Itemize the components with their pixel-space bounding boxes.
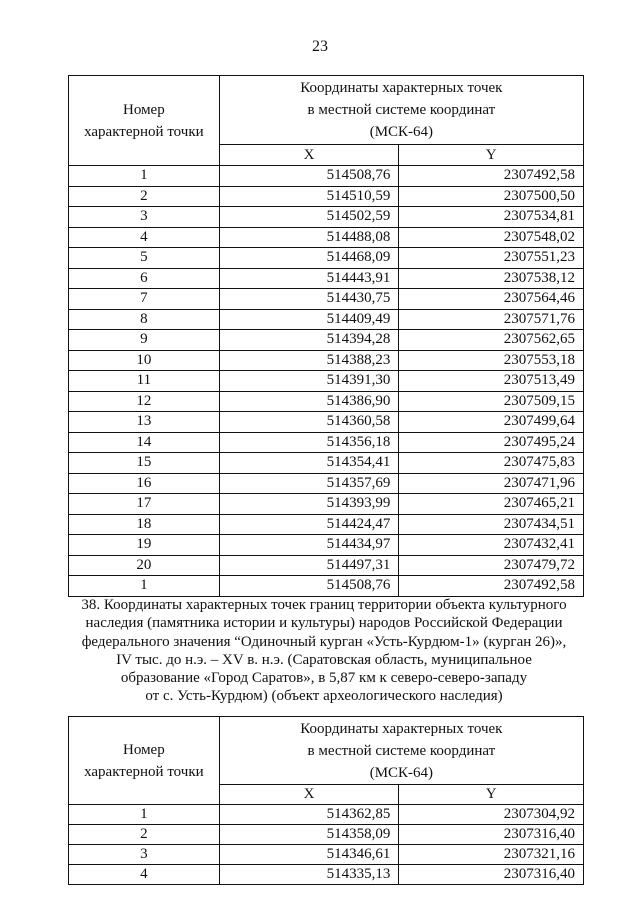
y-coordinate-cell: 2307434,51 <box>399 514 584 535</box>
y-coordinate-cell: 2307316,40 <box>399 825 584 845</box>
x-coordinate-cell: 514409,49 <box>219 309 399 330</box>
header-x: X <box>219 145 399 166</box>
point-number-cell: 6 <box>69 268 220 289</box>
y-coordinate-cell: 2307548,02 <box>399 227 584 248</box>
header-point-number-line: Номер <box>123 101 165 118</box>
header-coordinates-line: в местной системе координат <box>307 742 496 759</box>
section-38-heading <box>60 596 588 706</box>
point-number-cell: 13 <box>69 412 220 433</box>
table-row <box>69 289 584 310</box>
table-row <box>69 207 584 228</box>
header-coordinates-line: (МСК-64) <box>369 764 434 781</box>
table-row <box>69 535 584 556</box>
table-row <box>69 805 584 825</box>
x-coordinate-cell: 514360,58 <box>219 412 399 433</box>
x-coordinate-cell: 514394,28 <box>219 330 399 351</box>
y-coordinate-cell: 2307492,58 <box>399 576 584 597</box>
point-number-cell: 18 <box>69 514 220 535</box>
point-number-cell: 14 <box>69 432 220 453</box>
point-number-cell: 16 <box>69 473 220 494</box>
coordinates-table-1 <box>68 75 584 597</box>
x-coordinate-cell: 514443,91 <box>219 268 399 289</box>
point-number-cell: 17 <box>69 494 220 515</box>
x-coordinate-cell: 514508,76 <box>219 166 399 187</box>
table-row <box>69 576 584 597</box>
x-coordinate-cell: 514434,97 <box>219 535 399 556</box>
point-number-cell: 3 <box>69 845 220 865</box>
section-38-line: от с. Усть-Курдюм) (объект археологического наследия) <box>145 688 503 705</box>
y-coordinate-cell: 2307471,96 <box>399 473 584 494</box>
table-row <box>69 453 584 474</box>
point-number-cell: 11 <box>69 371 220 392</box>
header-coordinates-line: в местной системе координат <box>307 102 496 118</box>
y-coordinate-cell: 2307551,23 <box>399 248 584 269</box>
header-coordinates <box>219 76 583 145</box>
x-coordinate-cell: 514357,69 <box>219 473 399 494</box>
x-coordinate-cell: 514488,08 <box>219 227 399 248</box>
point-number-cell: 1 <box>69 166 220 187</box>
point-number-cell: 5 <box>69 248 220 269</box>
x-coordinate-cell: 514430,75 <box>219 289 399 310</box>
y-coordinate-cell: 2307534,81 <box>399 207 584 228</box>
header-x: X <box>219 785 399 805</box>
y-coordinate-cell: 2307500,50 <box>399 186 584 207</box>
table-row <box>69 432 584 453</box>
x-coordinate-cell: 514502,59 <box>219 207 399 228</box>
x-coordinate-cell: 514356,18 <box>219 432 399 453</box>
header-y: Y <box>399 145 584 166</box>
point-number-cell: 9 <box>69 330 220 351</box>
table-row <box>69 350 584 371</box>
table-row <box>69 268 584 289</box>
y-coordinate-cell: 2307492,58 <box>399 166 584 187</box>
x-coordinate-cell: 514391,30 <box>219 371 399 392</box>
y-coordinate-cell: 2307553,18 <box>399 350 584 371</box>
x-coordinate-cell: 514510,59 <box>219 186 399 207</box>
table-row <box>69 186 584 207</box>
point-number-cell: 1 <box>69 576 220 597</box>
section-38-line: 38. Координаты характерных точек границ территории объекта культурного <box>81 597 567 613</box>
x-coordinate-cell: 514393,99 <box>219 494 399 515</box>
x-coordinate-cell: 514386,90 <box>219 391 399 412</box>
y-coordinate-cell: 2307513,49 <box>399 371 584 392</box>
page-number: 23 <box>312 38 328 55</box>
point-number-cell: 8 <box>69 309 220 330</box>
y-coordinate-cell: 2307509,15 <box>399 391 584 412</box>
point-number-cell: 15 <box>69 453 220 474</box>
table-row <box>69 845 584 865</box>
x-coordinate-cell: 514362,85 <box>219 805 399 825</box>
table-row <box>69 391 584 412</box>
table-row <box>69 227 584 248</box>
table-row <box>69 166 584 187</box>
header-coordinates-line: Координаты характерных точек <box>300 80 503 96</box>
y-coordinate-cell: 2307465,21 <box>399 494 584 515</box>
y-coordinate-cell: 2307475,83 <box>399 453 584 474</box>
point-number-cell: 10 <box>69 350 220 371</box>
x-coordinate-cell: 514335,13 <box>219 865 399 885</box>
point-number-cell: 3 <box>69 207 220 228</box>
coordinates-table-2 <box>68 716 584 885</box>
y-coordinate-cell: 2307562,65 <box>399 330 584 351</box>
x-coordinate-cell: 514358,09 <box>219 825 399 845</box>
y-coordinate-cell: 2307499,64 <box>399 412 584 433</box>
point-number-cell: 19 <box>69 535 220 556</box>
table-row <box>69 309 584 330</box>
table-row <box>69 371 584 392</box>
table-row <box>69 865 584 885</box>
y-coordinate-cell: 2307479,72 <box>399 555 584 576</box>
x-coordinate-cell: 514354,41 <box>219 453 399 474</box>
x-coordinate-cell: 514424,47 <box>219 514 399 535</box>
section-38-line: наследия (памятника истории и культуры) народов Российской Федерации <box>85 615 563 632</box>
point-number-cell: 4 <box>69 865 220 885</box>
header-coordinates <box>219 717 583 785</box>
table-row <box>69 248 584 269</box>
y-coordinate-cell: 2307304,92 <box>399 805 584 825</box>
y-coordinate-cell: 2307538,12 <box>399 268 584 289</box>
x-coordinate-cell: 514497,31 <box>219 555 399 576</box>
section-38-line: образование «Город Саратов», в 5,87 км к северо-северо-западу <box>120 670 528 687</box>
x-coordinate-cell: 514508,76 <box>219 576 399 597</box>
point-number-cell: 4 <box>69 227 220 248</box>
header-coordinates-line: (МСК-64) <box>369 124 434 140</box>
table-row <box>69 514 584 535</box>
point-number-cell: 7 <box>69 289 220 310</box>
table-row <box>69 412 584 433</box>
header-point-number-line: характерной точки <box>84 123 204 140</box>
point-number-cell: 2 <box>69 186 220 207</box>
section-38-line: федерального значения “Одиночный курган «Усть-Курдюм-1» (курган 26)», <box>81 633 567 650</box>
y-coordinate-cell: 2307321,16 <box>399 845 584 865</box>
table-row <box>69 555 584 576</box>
header-point-number-line: характерной точки <box>84 763 204 780</box>
x-coordinate-cell: 514468,09 <box>219 248 399 269</box>
y-coordinate-cell: 2307564,46 <box>399 289 584 310</box>
header-point-number-line: Номер <box>123 741 165 758</box>
point-number-cell: 12 <box>69 391 220 412</box>
header-y: Y <box>399 785 584 805</box>
header-point-number <box>69 76 220 166</box>
point-number-cell: 2 <box>69 825 220 845</box>
x-coordinate-cell: 514388,23 <box>219 350 399 371</box>
table-row <box>69 330 584 351</box>
x-coordinate-cell: 514346,61 <box>219 845 399 865</box>
section-38-line: IV тыс. до н.э. – XV в. н.э. (Саратовская область, муниципальное <box>116 651 532 668</box>
point-number-cell: 20 <box>69 555 220 576</box>
table-row <box>69 473 584 494</box>
y-coordinate-cell: 2307316,40 <box>399 865 584 885</box>
y-coordinate-cell: 2307495,24 <box>399 432 584 453</box>
header-coordinates-line: Координаты характерных точек <box>300 720 503 737</box>
table-row <box>69 494 584 515</box>
header-point-number <box>69 717 220 805</box>
point-number-cell: 1 <box>69 805 220 825</box>
y-coordinate-cell: 2307571,76 <box>399 309 584 330</box>
y-coordinate-cell: 2307432,41 <box>399 535 584 556</box>
table-row <box>69 825 584 845</box>
